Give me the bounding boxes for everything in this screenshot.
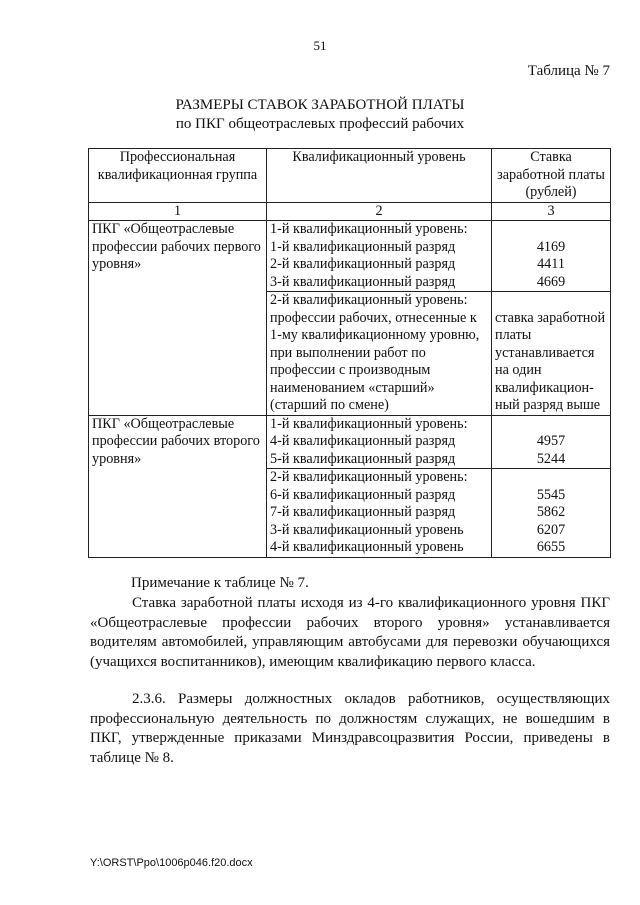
level-description: 2-й квалификационный уровень: профессии рабочих, отнесенные к 1-му квалификационному уровню, при выполнении работ по профессии с производным наименованием «старший» (старший по смене) bbox=[267, 292, 492, 416]
rate-cell bbox=[492, 221, 611, 292]
grade-label: 3-й квалификационный разряд bbox=[270, 273, 456, 290]
rate-note: ставка заработной платы устанавливается на один квалификацион-ный разряд выше bbox=[492, 292, 611, 416]
grade-label: 5-й квалификационный разряд bbox=[270, 450, 456, 467]
rate-value: 4169 bbox=[536, 238, 566, 255]
table-subtitle: по ПКГ общеотраслевых профессий рабочих bbox=[175, 116, 465, 132]
grade-label: 3-й квалификационный уровень bbox=[270, 521, 464, 538]
header-level: Квалификационный уровень bbox=[267, 149, 492, 203]
table-row bbox=[89, 221, 611, 292]
grade-label: 1-й квалификационный разряд bbox=[270, 238, 456, 255]
level-cell bbox=[267, 415, 492, 469]
grade-label: 4-й квалификационный разряд bbox=[270, 433, 456, 449]
level-cell bbox=[267, 221, 492, 292]
page-number: 51 bbox=[313, 38, 327, 53]
level-title: 1-й квалификационный уровень: bbox=[270, 415, 468, 432]
section-paragraph: 2.3.6. Размеры должностных окладов работников, осуществляющих профессиональную деятельность по должностям служащих, не вошедшим в ПКГ, утвержденные приказами Минздравсоцразвития России, приведены в таблице № 8. bbox=[90, 691, 610, 766]
column-number: 3 bbox=[492, 202, 611, 221]
group-name: ПКГ «Общеотраслевые профессии рабочих второго уровня» bbox=[89, 415, 267, 557]
level-title: 1-й квалификационный уровень: bbox=[270, 221, 468, 237]
note-heading: Примечание к таблице № 7. bbox=[131, 575, 309, 591]
salary-rates-table bbox=[88, 148, 611, 558]
grade-label: 2-й квалификационный разряд bbox=[270, 256, 456, 272]
header-rate: Ставка заработной платы (рублей) bbox=[492, 149, 611, 203]
column-number: 1 bbox=[89, 202, 267, 221]
column-number-row bbox=[89, 202, 611, 221]
grade-label: 7-й квалификационный разряд bbox=[270, 504, 456, 520]
rate-value: 5244 bbox=[536, 450, 566, 467]
grade-label: 4-й квалификационный уровень bbox=[270, 539, 464, 555]
column-number: 2 bbox=[267, 202, 492, 221]
grade-label: 6-й квалификационный разряд bbox=[270, 486, 456, 503]
table-row bbox=[89, 415, 611, 469]
level-cell bbox=[267, 469, 492, 558]
rate-value: 4957 bbox=[536, 433, 566, 449]
table-header-row bbox=[89, 149, 611, 203]
header-group: Профессиональная квалификационная группа bbox=[89, 149, 267, 203]
rate-value: 4411 bbox=[537, 256, 565, 272]
footer-file-path: Y:\ORST\Ppo\1006p046.f20.docx bbox=[90, 857, 253, 869]
rate-value: 6207 bbox=[536, 521, 566, 538]
rate-value: 4669 bbox=[536, 273, 566, 290]
rate-value: 6655 bbox=[536, 539, 566, 555]
level-title: 2-й квалификационный уровень: bbox=[270, 469, 468, 485]
note-paragraph: Ставка заработной платы исходя из 4-го квалификационного уровня ПКГ «Общеотраслевые профессии рабочих второго уровня» устанавливается водителям автомобилей, управляющим автобусами для перевозки обучающихся (учащихся воспитанников), имеющим квалификацию первого класса. bbox=[90, 595, 610, 670]
table-title: РАЗМЕРЫ СТАВОК ЗАРАБОТНОЙ ПЛАТЫ bbox=[175, 97, 465, 113]
group-name: ПКГ «Общеотраслевые профессии рабочих первого уровня» bbox=[89, 221, 267, 416]
rate-cell bbox=[492, 469, 611, 558]
table-label: Таблица № 7 bbox=[527, 63, 610, 79]
rate-cell bbox=[492, 415, 611, 469]
rate-value: 5862 bbox=[536, 504, 566, 520]
rate-value: 5545 bbox=[536, 486, 566, 503]
